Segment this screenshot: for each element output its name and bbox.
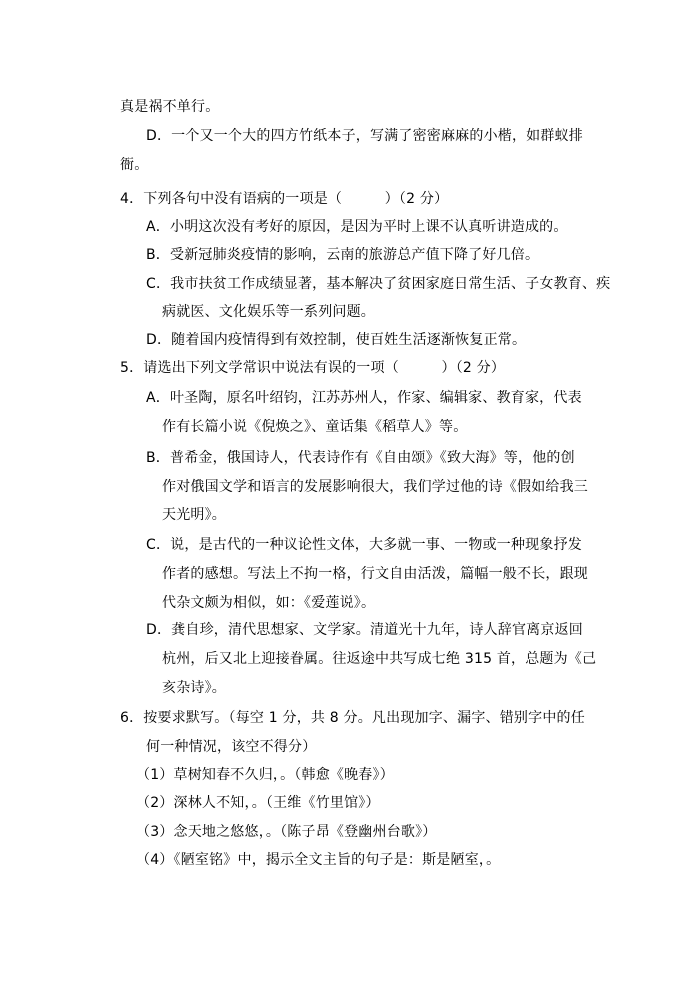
question-5-option-b-line-1: B．普希金，俄国诗人，代表诗作有《自由颂》《致大海》等，他的创 xyxy=(146,450,575,466)
question-6-stem-line-2: 何一种情况，该空不得分） xyxy=(146,739,317,755)
question-4-option-a: A．小明这次没有考好的原因，是因为平时上课不认真听讲造成的。 xyxy=(146,219,568,235)
option-d-line-2: 衙。 xyxy=(120,157,149,173)
option-d-line-1: D．一个又一个大的四方竹纸本子，写满了密密麻麻的小楷，如群蚁排 xyxy=(146,128,583,144)
question-5-option-d-line-2: 杭州，后又北上迎接眷属。往返途中共写成七绝 315 首，总题为《己 xyxy=(162,651,597,667)
question-6-item-3: （3）念天地之悠悠，。（陈子昂《登幽州台歌》） xyxy=(136,824,437,840)
question-5-option-b-line-2: 作对俄国文学和语言的发展影响很大，我们学过他的诗《假如给我三 xyxy=(162,479,588,495)
question-4-option-d: D．随着国内疫情得到有效控制，使百姓生活逐渐恢复正常。 xyxy=(146,332,527,348)
question-6-item-4: （4）《陋室铭》中，揭示全文主旨的句子是：斯是陋室，。 xyxy=(136,852,501,868)
question-4-stem: 4．下列各句中没有语病的一项是（ ）（2 分） xyxy=(120,191,449,207)
question-6-item-2: （2）深林人不知，。（王维《竹里馆》） xyxy=(136,795,380,811)
question-5-option-b-line-3: 天光明》。 xyxy=(162,507,226,523)
question-5-option-d-line-1: D．龚自珍，清代思想家、文学家。清道光十九年，诗人辞官离京返回 xyxy=(146,622,583,638)
question-5-option-c-line-1: C．说，是古代的一种议论性文体，大多就一事、一物或一种现象抒发 xyxy=(146,537,582,553)
question-6-item-1: （1）草树知春不久归，。（韩愈《晚春》） xyxy=(136,767,394,783)
question-5-option-d-line-3: 亥杂诗》。 xyxy=(162,680,226,696)
text-line: 真是祸不单行。 xyxy=(120,99,220,115)
question-5-stem: 5．请选出下列文学常识中说法有误的一项（ ）（2 分） xyxy=(120,360,506,376)
question-4-option-c-line-2: 病就医、文化娱乐等一系列问题。 xyxy=(162,304,375,320)
question-5-option-c-line-3: 代杂文颇为相似，如：《爱莲说》。 xyxy=(162,595,376,611)
question-5-option-a-line-1: A．叶圣陶，原名叶绍钧，江苏苏州人，作家、编辑家、教育家，代表 xyxy=(146,390,582,406)
question-4-option-c-line-1: C．我市扶贫工作成绩显著，基本解决了贫困家庭日常生活、子女教育、疾 xyxy=(146,276,611,292)
question-5-option-c-line-2: 作者的感想。写法上不拘一格，行文自由活泼，篇幅一般不长，跟现 xyxy=(162,566,588,582)
question-6-stem-line-1: 6．按要求默写。（每空 1 分，共 8 分。凡出现加字、漏字、错别字中的任 xyxy=(120,710,585,726)
question-5-option-a-line-2: 作有长篇小说《倪焕之》、童话集《稻草人》等。 xyxy=(162,419,468,435)
question-4-option-b: B．受新冠肺炎疫情的影响，云南的旅游总产值下降了好几倍。 xyxy=(146,247,540,263)
